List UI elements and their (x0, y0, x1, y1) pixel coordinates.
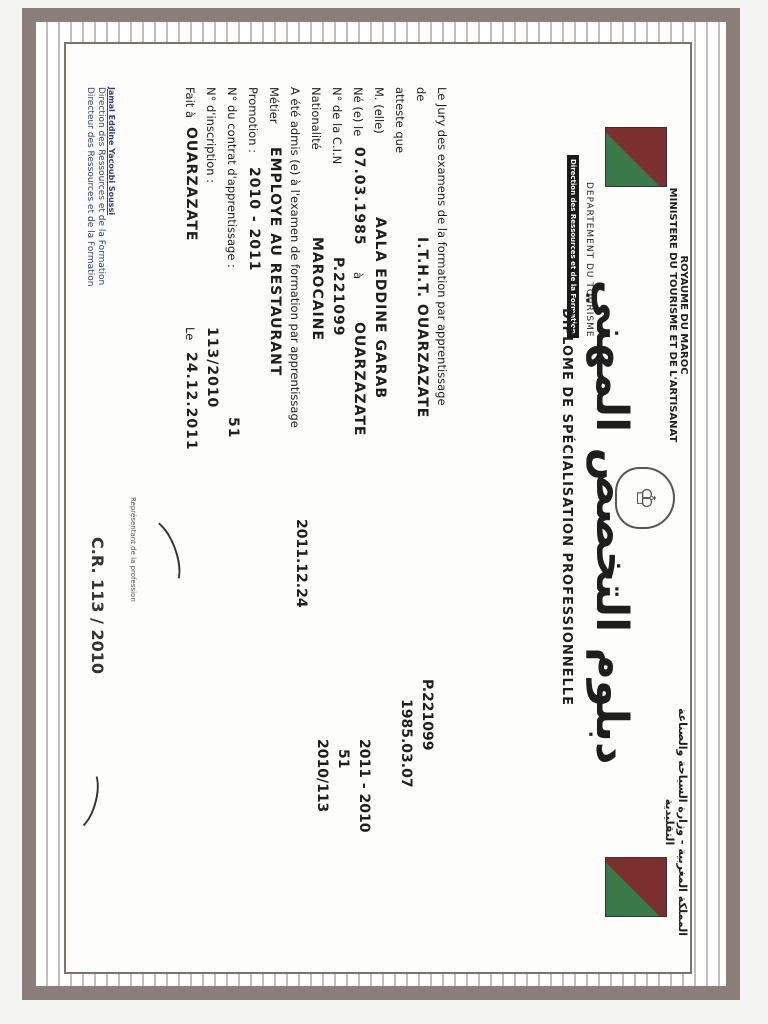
ar-birth-value: 1985.03.07 (398, 699, 414, 788)
ar-spacer-row (372, 639, 393, 909)
ministry-title: MINISTERE DU TOURISME ET DE L'ARTISANAT (667, 187, 678, 443)
ar-date-row (288, 519, 309, 909)
department-label: DEPARTEMENT DU TOURISME (584, 182, 594, 338)
cin-value: P.221099 (330, 257, 346, 337)
royal-emblem-icon: ♔ (615, 467, 675, 529)
tourism-logo (605, 127, 667, 187)
inscription-label: N° d'inscription : (204, 87, 218, 184)
signature-block-left (84, 87, 117, 327)
nationality-value: MAROCAINE (309, 237, 325, 342)
ar-contract-row (330, 639, 351, 909)
born-label: Né (e) le (351, 87, 365, 137)
of-label: de (414, 87, 428, 102)
attest-label: atteste que (393, 87, 407, 154)
promotion-row (239, 87, 260, 527)
nationality-label: Nationalité (309, 87, 323, 150)
born-place-value: OUARZAZATE (351, 322, 367, 437)
trade-value: EMPLOYE AU RESTAURANT (267, 147, 283, 377)
nationality-row (302, 87, 323, 527)
promotion-label: Promotion : (246, 87, 260, 154)
contract-label: N° du contrat d'apprentissage : (225, 87, 239, 268)
diploma-content (71, 47, 697, 977)
ar-inscription-value: 2010/113 (314, 739, 330, 813)
ar-inscription-row (309, 639, 330, 909)
cr-annotation: C.R. 113 / 2010 (88, 537, 107, 674)
header-arabic: المملكة المغربية - وزارة السياحة والصناعة التقليدية (663, 707, 689, 936)
inscription-row (197, 87, 218, 527)
jury-row (428, 87, 449, 527)
tourism-logo-right (605, 857, 667, 917)
date-label: Le (183, 327, 197, 341)
ar-cin-value: P.221099 (419, 679, 435, 751)
admitted-row (281, 87, 302, 527)
signatory-title-2: Directeur des Ressources et de la Formation (85, 87, 95, 287)
arabic-fields (288, 519, 435, 909)
promotion-value: 2010 - 2011 (246, 167, 262, 272)
name-value: AALA EDDINE GARAB (372, 217, 388, 400)
date-value: 24.12.2011 (183, 352, 199, 451)
inscription-value: 113/2010 (204, 327, 220, 409)
institute-value: I.T.H.T. OUARZAZATE (414, 237, 430, 419)
representative-label: Représentant de la profession (129, 497, 137, 602)
title-french: DIPLOME DE SPÉCIALISATION PROFESSIONNELLE (559, 308, 574, 706)
jury-label: Le Jury des examens de la formation par apprentissage (435, 87, 449, 406)
contract-value: 51 (225, 417, 241, 439)
cin-label: N° de la C.I.N (330, 87, 344, 165)
trade-row (260, 87, 281, 527)
trade-label: Métier (267, 87, 281, 124)
place-value: OUARZAZATE (183, 127, 199, 242)
contract-row (218, 87, 239, 527)
admitted-label: A été admis (e) à l'examen de formation par apprentissage (288, 87, 302, 428)
born-at-label: à (351, 272, 365, 280)
signatory-title: Direction des Ressources et de la Formation (96, 87, 106, 286)
header-french (667, 165, 689, 465)
direction-box: Direction des Ressources et de la Formation (567, 155, 579, 338)
name-label: M. (elle) (372, 87, 386, 134)
signatory-name: Jamal Eddine Yacoubi Soussi (107, 87, 116, 216)
place-date-row (176, 87, 197, 527)
name-row (365, 87, 386, 527)
ar-contract-value: 51 (335, 749, 351, 769)
ar-date-value: 2011.12.24 (293, 519, 309, 608)
ar-promotion-row (351, 639, 372, 909)
cin-row (323, 87, 344, 527)
born-date-value: 07.03.1985 (351, 147, 367, 246)
title-arabic: دبلوم التخصص المهني (586, 279, 637, 765)
attest-row (386, 87, 407, 527)
kingdom-title: ROYAUME DU MAROC (678, 255, 689, 375)
certificate-form (176, 87, 449, 527)
ar-cin-row (414, 639, 435, 909)
institute-row (407, 87, 428, 527)
ar-birth-row (393, 639, 414, 909)
birth-row (344, 87, 365, 527)
ar-promotion-value: 2011 - 2010 (356, 739, 372, 833)
place-label: Fait à (183, 87, 197, 119)
